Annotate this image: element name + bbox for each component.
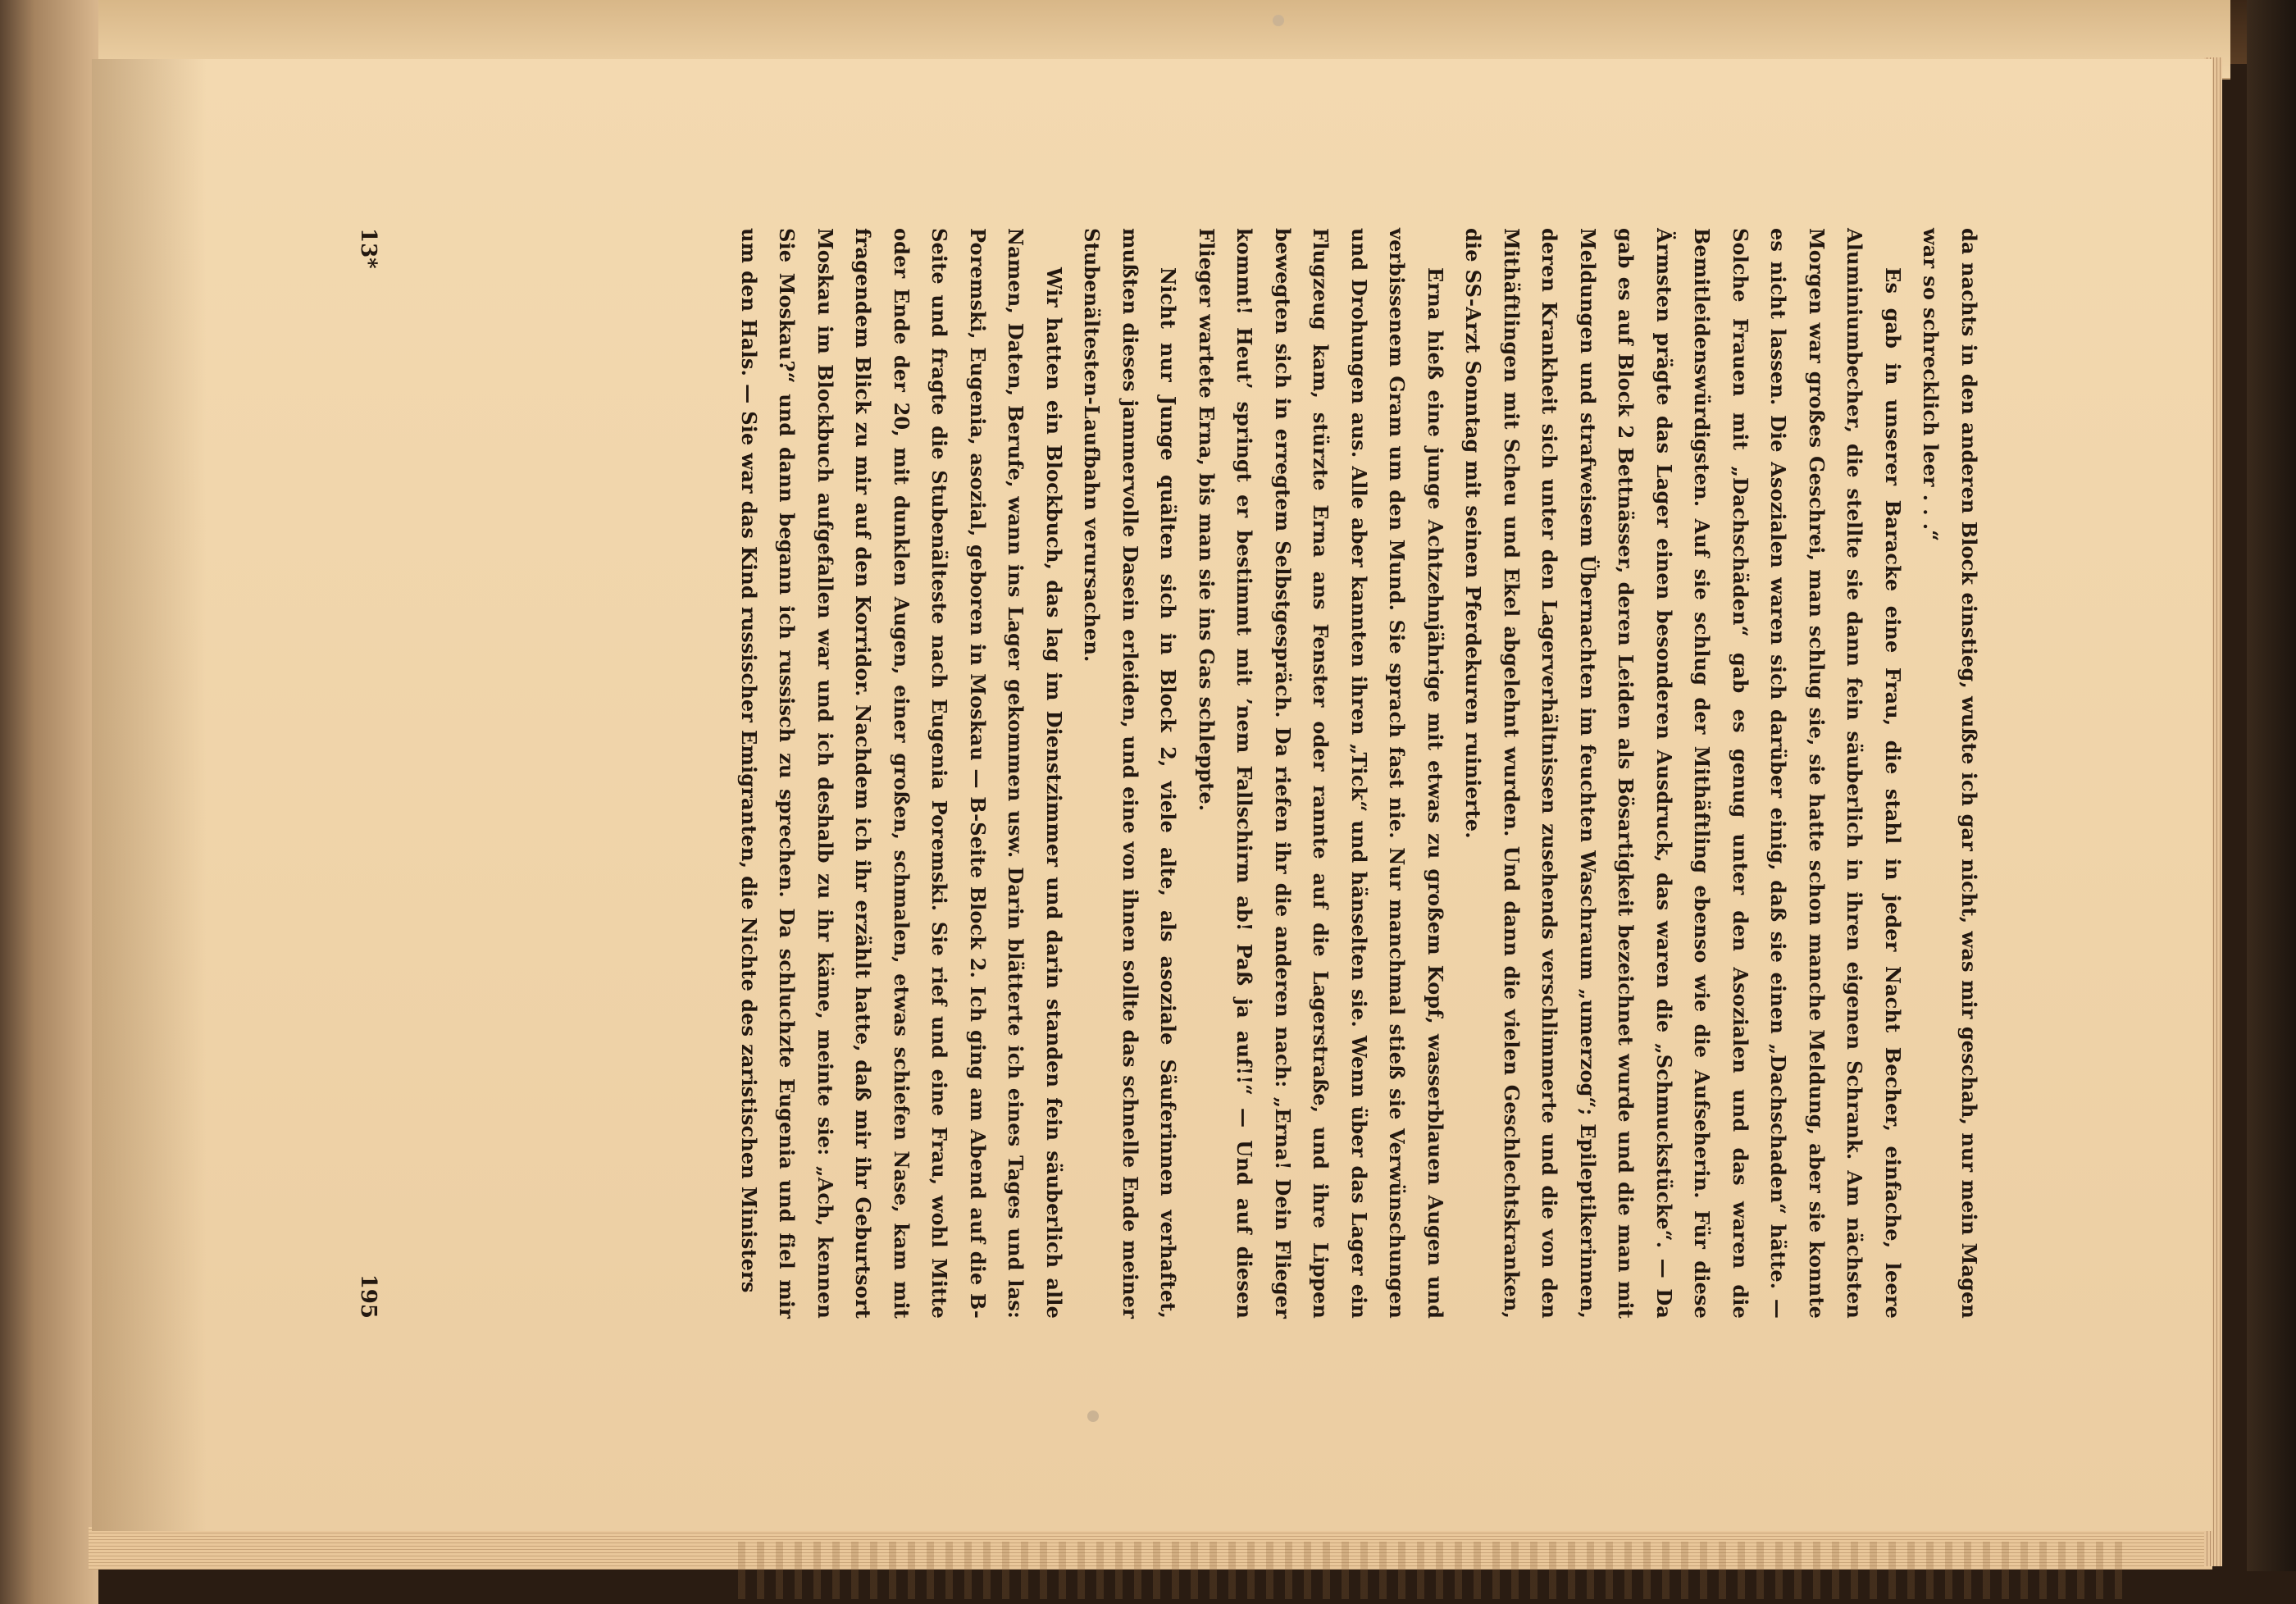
paragraph-4: Nicht nur Junge quälten sich in Block 2, viele alte, als asoziale Säuferinnen verhaftet, mußten dieses jammervolle Dasein erleiden, und eine von ihnen sollte das schnelle Ende meiner Stubenältesten-Laufbahn verursachen. <box>1080 228 1181 1319</box>
page-number: 195 <box>356 1274 380 1319</box>
paper-foxing <box>738 1542 2132 1599</box>
paragraph-5: Wir hatten ein Blockbuch, das lag im Dienstzimmer und darin standen fein säuberlich alle Namen, Daten, Berufe, wann ins Lager gekommen usw. Darin blätterte ich eines Tages und las: Poremski, Eugenia, asozial, geboren in Moskau — B-Seite Block 2. Ich ging am Abend auf die B-Seite und fragte die Stubenälteste nach Eugenia Poremski. Sie rief und eine Frau, wohl Mitte oder Ende der 20, mit dunklen Augen, einer großen, schmalen, etwas schiefen Nase, kam mit fragendem Blick zu mir auf den Korridor. Nachdem ich ihr erzählt hatte, daß mir ihr Geburtsort Moskau im Blockbuch aufgefallen war und ich deshalb zu ihr käme, meinte sie: „Ach, kennen Sie Moskau?“ und dann begann ich russisch zu sprechen. Da schluchzte Eugenia und fiel mir um den Hals. — Sie war das Kind russischer Emigranten, die Nichte des zaristischen Ministers <box>737 228 1066 1319</box>
paragraph-3: Erna hieß eine junge Achtzehnjährige mit etwas zu großem Kopf, wasserblauen Augen und verbissenem Gram um den Mund. Sie sprach fast nie. Nur manchmal stieß sie Verwünschungen und Drohungen aus. Alle aber kannten ihren „Tick“ und hänselten sie. Wenn über das Lager ein Flugzeug kam, stürzte Erna ans Fenster oder rannte auf die Lagerstraße, und ihre Lippen bewegten sich in erregtem Selbstgespräch. Da riefen ihr die anderen nach: „Erna! Dein Flieger kommt! Heut’ springt er bestimmt mit ’nem Fallschirm ab! Paß ja auf!!“ — Und auf diesen Flieger wartete Erna, bis man sie ins Gas schleppte. <box>1195 228 1447 1319</box>
gutter-shadow <box>92 59 207 1531</box>
signature-mark: 13* <box>356 228 380 269</box>
page-text-block <box>331 228 1988 1319</box>
book-cover-right <box>2247 0 2296 1604</box>
paper-spot <box>1087 1410 1099 1422</box>
paper-spot <box>1273 15 1284 26</box>
paragraph-2: Es gab in unserer Baracke eine Frau, die stahl in jeder Nacht Becher, einfache, leere Aluminiumbecher, die stellte sie dann fein säuberlich in ihren eigenen Schrank. Am nächsten Morgen war großes Geschrei, man schlug sie, sie hatte schon manche Meldung, aber sie konnte es nicht lassen. Die Asozialen waren sich darüber einig, daß sie einen „Dachschaden“ hätte. — Solche Frauen mit „Dachschäden“ gab es genug unter den Asozialen und das waren die Bemitleidenswürdigsten. Auf sie schlug der Mithäftling ebenso wie die Aufseherin. Für diese Ärmsten prägte das Lager einen besonderen Ausdruck, das waren die „Schmuckstücke“. — Da gab es auf Block 2 Bettnässer, deren Leiden als Bösartigkeit bezeichnet wurde und die man mit Meldungen und strafweisem Übernachten im feuchten Waschraum „umerzog“; Epileptikerinnen, deren Krankheit sich unter den Lagerverhältnissen zusehends verschlimmerte und die von den Mithäftlingen mit Scheu und Ekel abgelehnt wurden. Und dann die vielen Geschlechtskranken, die SS-Arzt Sonntag mit seinen Pferdekuren ruinierte. <box>1461 228 1905 1319</box>
book-gutter <box>0 0 98 1604</box>
paragraph-1: da nachts in den anderen Block einstieg, wußte ich gar nicht, was mir geschah, nur mein Magen war so schrecklich leer . . .“ <box>1919 228 1981 1319</box>
